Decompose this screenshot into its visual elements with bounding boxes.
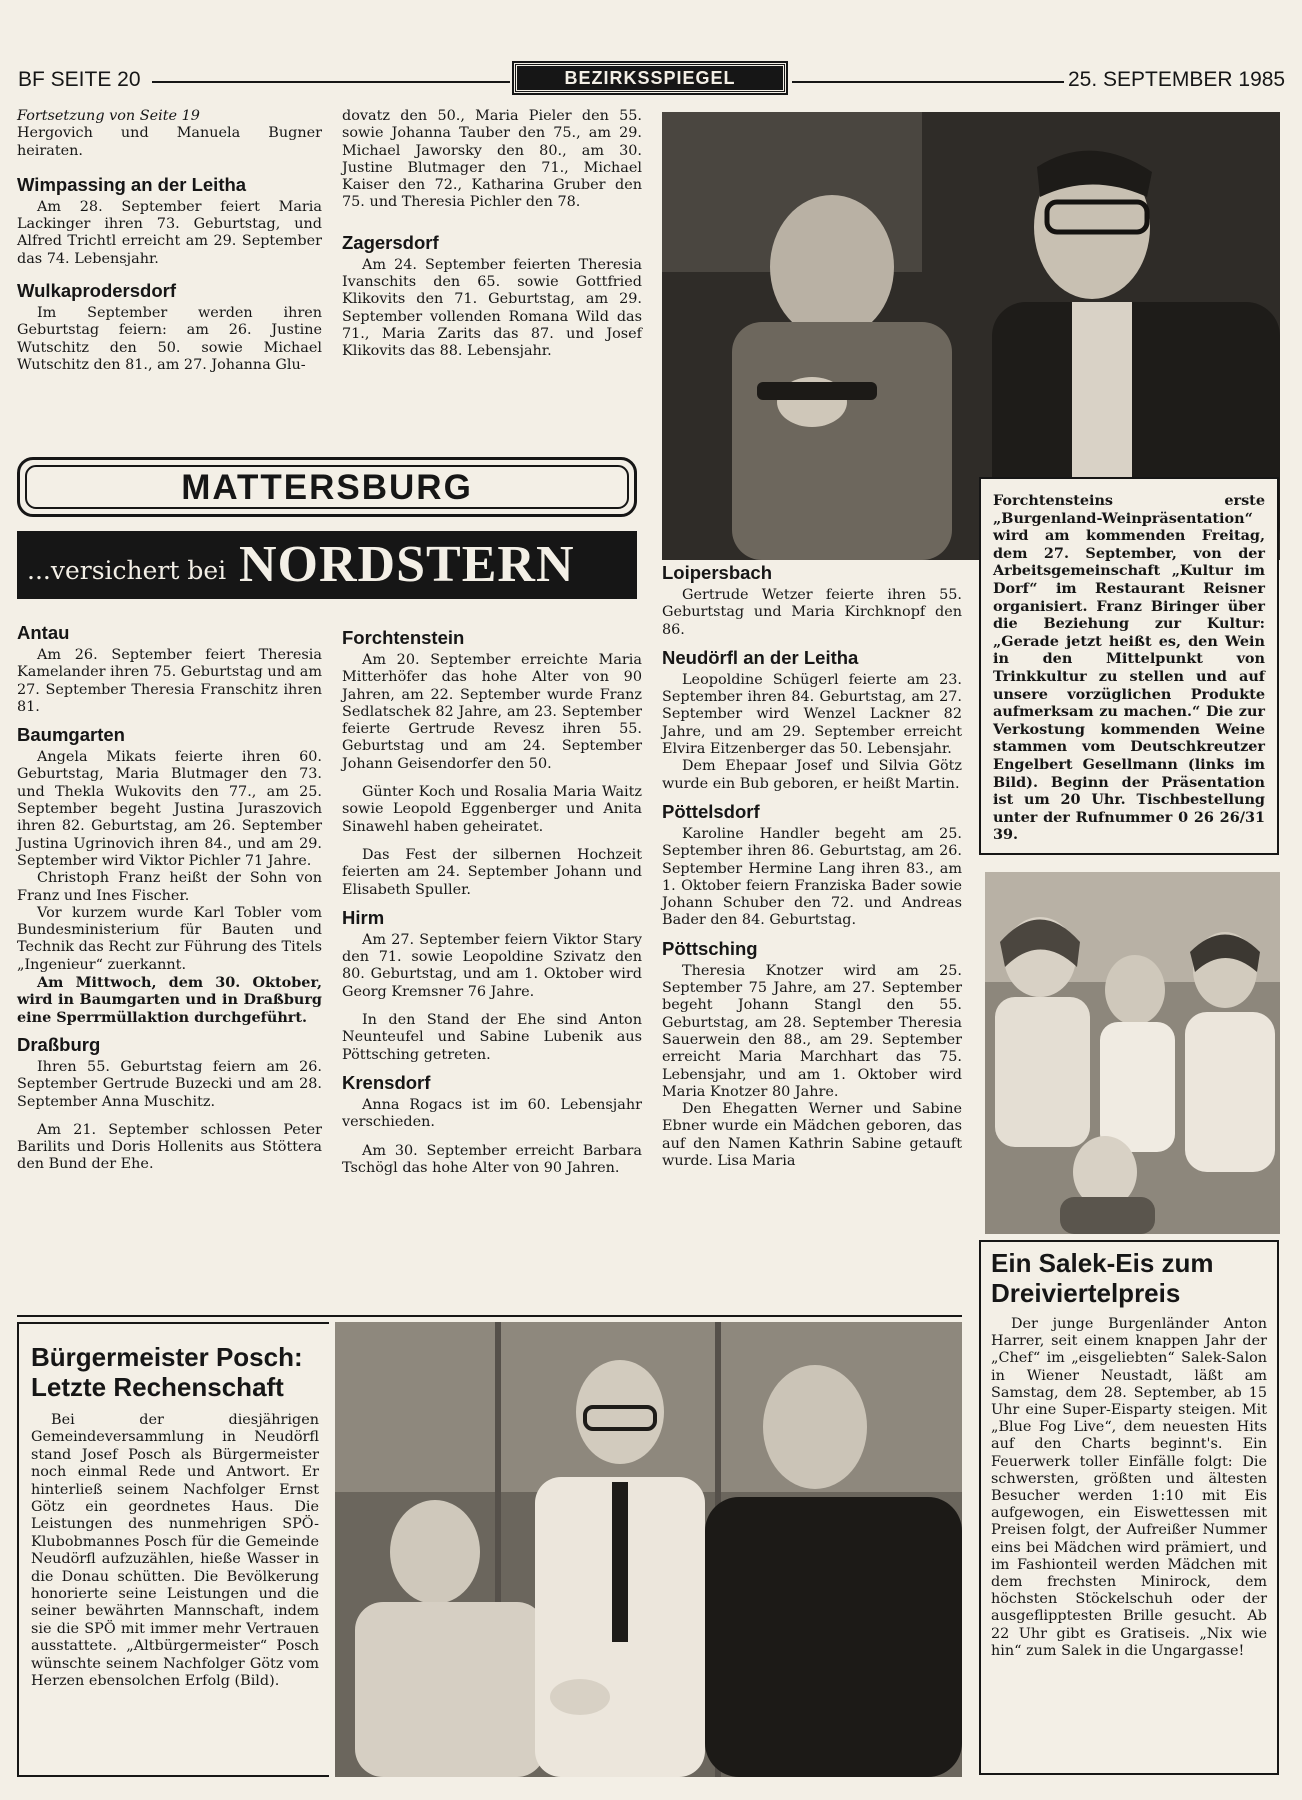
continued-note: Fortsetzung von Seite 19 <box>17 108 200 124</box>
article-text: Am 20. September erreichte Maria Mitterhöfer das hohe Alter von 90 Jahren, am 22. September wurde Franz Sedlatschek 82 Jahre, am 23. September feierte Gertrude Revesz ihren 55. Geburtstag und am 24. September Johann Geisendorfer den 50. <box>342 652 642 772</box>
salek-article <box>979 1240 1279 1775</box>
sponsor-name: NORDSTERN <box>239 536 575 593</box>
heading-zagersdorf: Zagersdorf <box>342 231 439 253</box>
column-1-top <box>17 108 322 374</box>
heading-poettsching: Pöttsching <box>662 937 758 959</box>
posch-headline: Bürgermeister Posch: Letzte Rechenschaft <box>31 1342 303 1402</box>
salek-headline: Ein Salek-Eis zum Dreiviertelpreis <box>991 1248 1214 1308</box>
heading-wimpassing: Wimpassing an der Leitha <box>17 173 247 195</box>
article-text: Den Ehegatten Werner und Sabine Ebner wurde ein Mädchen geboren, das auf den Namen Kathrin Sabine getauft wurde. Lisa Maria <box>662 1101 962 1170</box>
issue-date: 25. SEPTEMBER 1985 <box>1068 68 1286 91</box>
heading-krensdorf: Krensdorf <box>342 1071 431 1093</box>
mattersburg-banner <box>17 457 637 517</box>
heading-antau: Antau <box>17 622 70 643</box>
section-title: BEZIRKSSPIEGEL <box>514 63 786 93</box>
article-text: Am 27. September feiern Viktor Stary den 71. sowie Leopoldine Szivatz den 80. Geburtstag, und am 1. Oktober wird Georg Kremsner 76 Jahre. <box>342 931 642 1000</box>
article-text: Anna Rogacs ist im 60. Lebensjahr verschieden. <box>342 1096 642 1131</box>
salek-text: Der junge Burgenländer Anton Harrer, seit einem knappen Jahr der „Chef“ im „eisgeliebten“ Salek-Salon in Wiener Neustadt, läßt am Samstag, dem 28. September, ab 15 Uhr eine Super-Eisparty steigen. Mit „Blue Fog Live“, dem neuesten Hits auf den Charts beginnt's. Ein Feuerwerk toller Einfälle folgt: Die schwersten, größten und ältesten Besucher werden 1:10 mit Eis aufgewogen, ein Eiswettessen mit Preisen folgt, der Aufreißer Nummer eins bei Mädchen wird prämiert, und im Fashionteil werden Mädchen mit dem frechsten Minirock, dem höchsten Stöckelschuh oder der ausgeflipptesten Brille gesucht. Ab 22 Uhr gibt es Gratiseis. „Nix wie hin“ zum Salek in die Ungargasse! <box>991 1316 1267 1659</box>
article-text: Am 30. September erreicht Barbara Tschögl das hohe Alter von 90 Jahren. <box>342 1142 642 1176</box>
sponsor-text: ...versichert bei <box>27 556 227 585</box>
article-text: Karoline Handler begeht am 25. September ihren 86. Geburtstag, am 26. September Hermine Lang ihren 83., am 1. Oktober feiern Franziska Bader sowie Johann Schuber den 72. und Andreas Bader den 84. Geburtstag. <box>662 825 962 929</box>
handshake-image <box>335 1322 962 1777</box>
column-2 <box>342 627 642 1177</box>
photo-handshake <box>335 1322 962 1777</box>
article-text: Günter Koch und Rosalia Maria Waitz sowie Leopold Eggenberger und Anita Sinawehl haben geheiratet. <box>342 784 642 835</box>
article-text: Am Mittwoch, dem 30. Oktober, wird in Baumgarten und in Draßburg eine Sperrmüllaktion durchgeführt. <box>17 974 322 1026</box>
mattersburg-title: MATTERSBURG <box>25 465 629 509</box>
header-rule-left <box>152 81 510 83</box>
article-text: Am 24. September feierten Theresia Ivanschits den 65. sowie Gottfried Klikovits den 71. Geburtstag, am 29. September vollenden Romana Wild das 71., Maria Zarits das 87. und Josef Klikovits das 88. Lebensjahr. <box>342 256 642 360</box>
header-rule-right <box>792 81 1064 83</box>
article-text: dovatz den 50., Maria Pieler den 55. sowie Johanna Tauber den 75., am 29. Michael Jaworsky den 80., am 30. Justine Blutmager den 71., Michael Kaiser den 72., Katharina Gruber den 75. und Theresia Pichler den 78. <box>342 108 642 211</box>
posch-top-rule <box>17 1315 962 1317</box>
page-number: BF SEITE 20 <box>18 68 141 91</box>
heading-hirm: Hirm <box>342 906 385 928</box>
heading-forchtenstein: Forchtenstein <box>342 627 465 648</box>
photo-ice-cream <box>985 872 1280 1234</box>
column-3 <box>662 562 962 1170</box>
photo-caption-wine <box>979 477 1279 855</box>
article-text: Christoph Franz heißt der Sohn von Franz und Ines Fischer. <box>17 870 322 904</box>
column-2-top <box>342 108 642 361</box>
posch-text: Bei der diesjährigen Gemeindeversammlung in Neudörfl stand Josef Posch als Bürgermeister noch einmal Rede und Antwort. Er hinterließ seinem Nachfolger Ernst Götz ein geordnetes Haus. Die Leistungen des nunmehrigen SPÖ-Klubobmannes Posch für die Gemeinde Neudörfl aufzuzählen, hieße Wasser in die Donau schütten. Die Bevölkerung honorierte seine Leistungen und die seiner bewährten Mannschaft, indem sie die SPÖ mit immer mehr Vertrauen ausstattete. „Altbürgermeister“ Posch wünschte seinem Nachfolger Götz vom Herzen ebensolchen Erfolg (Bild). <box>31 1412 319 1690</box>
article-text: Gertrude Wetzer feierte ihren 55. Geburtstag und Maria Kirchknopf den 86. <box>662 587 962 638</box>
article-text: Im September werden ihren Geburtstag feiern: am 26. Justine Wutschitz den 50. sowie Michael Wutschitz den 81., am 27. Johanna Glu- <box>17 305 322 373</box>
heading-wulkaprodersdorf: Wulkaprodersdorf <box>17 280 176 302</box>
article-text: Das Fest der silbernen Hochzeit feierten am 24. September Johann und Elisabeth Spuller. <box>342 846 642 898</box>
article-text: Dem Ehepaar Josef und Silvia Götz wurde ein Bub geboren, er heißt Martin. <box>662 758 962 792</box>
article-text: Ihren 55. Geburtstag feiern am 26. September Gertrude Buzecki und am 28. September Anna Muschitz. <box>17 1058 322 1110</box>
nordstern-banner <box>17 531 637 599</box>
article-text: Angela Mikats feierte ihren 60. Geburtstag, Maria Blutmager den 73. und Thekla Wukovits den 77., am 25. September begeht Justina Juraszovich ihren 82. Geburtstag, am 26. September Justina Ugrinovich ihren 84., und am 29. September wird Viktor Pichler 71 Jahre. <box>17 749 322 869</box>
heading-drassburg: Draßburg <box>17 1033 101 1055</box>
article-text: Am 28. September feiert Maria Lackinger ihren 73. Geburtstag, und Alfred Trichtl erreicht am 29. September das 74. Lebensjahr. <box>17 198 322 267</box>
article-text: Am 21. September schlossen Peter Barilits und Doris Hollenits aus Stöttera den Bund der Ehe. <box>17 1121 322 1173</box>
article-text: Hergovich und Manuela Bugner heiraten. <box>17 125 322 159</box>
heading-poettelsdorf: Pöttelsdorf <box>662 800 760 822</box>
article-text: Theresia Knotzer wird am 25. September 75 Jahre, am 27. September begeht Johann Stangl den 55. Geburtstag, am 28. September Theresia Sauerwein den 88., am 29. September erreicht Maria Marchhart das 75. Lebensjahr, und am 1. Oktober wird Maria Knotzer 80 Jahre. <box>662 962 962 1100</box>
column-1 <box>17 622 322 1174</box>
posch-article <box>17 1322 329 1777</box>
article-text: Am 26. September feiert Theresia Kamelander ihren 75. Geburtstag und am 27. September Theresia Franschitz ihren 81. <box>17 647 322 715</box>
heading-baumgarten: Baumgarten <box>17 724 125 746</box>
article-text: Leopoldine Schügerl feierte am 23. September ihren 84. Geburtstag, am 27. September wird Wenzel Lackner 82 Jahre, und am 29. September erreicht Elvira Eitzenberger das 50. Lebensjahr. <box>662 671 962 758</box>
article-text: In den Stand der Ehe sind Anton Neunteufel und Sabine Lubenik aus Pöttsching getreten. <box>342 1012 642 1063</box>
article-text: Vor kurzem wurde Karl Tobler vom Bundesministerium für Bauten und Technik das Recht zur Führung des Titels „Ingenieur“ zuerkannt. <box>17 904 322 973</box>
heading-neudoerfl: Neudörfl an der Leitha <box>662 646 859 668</box>
heading-loipersbach: Loipersbach <box>662 562 772 583</box>
ice-cream-image <box>985 872 1280 1234</box>
caption-text: Forchtensteins erste „Burgenland-Weinpräsentation“ wird am kommenden Freitag, dem 27. September, von der Arbeitsgemeinschaft „Kultur im Dorf“ im Restaurant Reisner organisiert. Franz Biringer über die Beziehung zur Kultur: „Gerade jetzt heißt es, den Wein in den Mittelpunkt von Trinkkultur zu stellen und auf unsere vorzüglichen Produkte aufmerksam zu machen.“ Die zur Verkostung kommenden Weine stammen vom Deutschkreutzer Engelbert Gesellmann (links im Bild). Beginn der Präsentation ist um 20 Uhr. Tischbestellung unter der Rufnummer 0 26 26/31 39. <box>993 492 1265 844</box>
